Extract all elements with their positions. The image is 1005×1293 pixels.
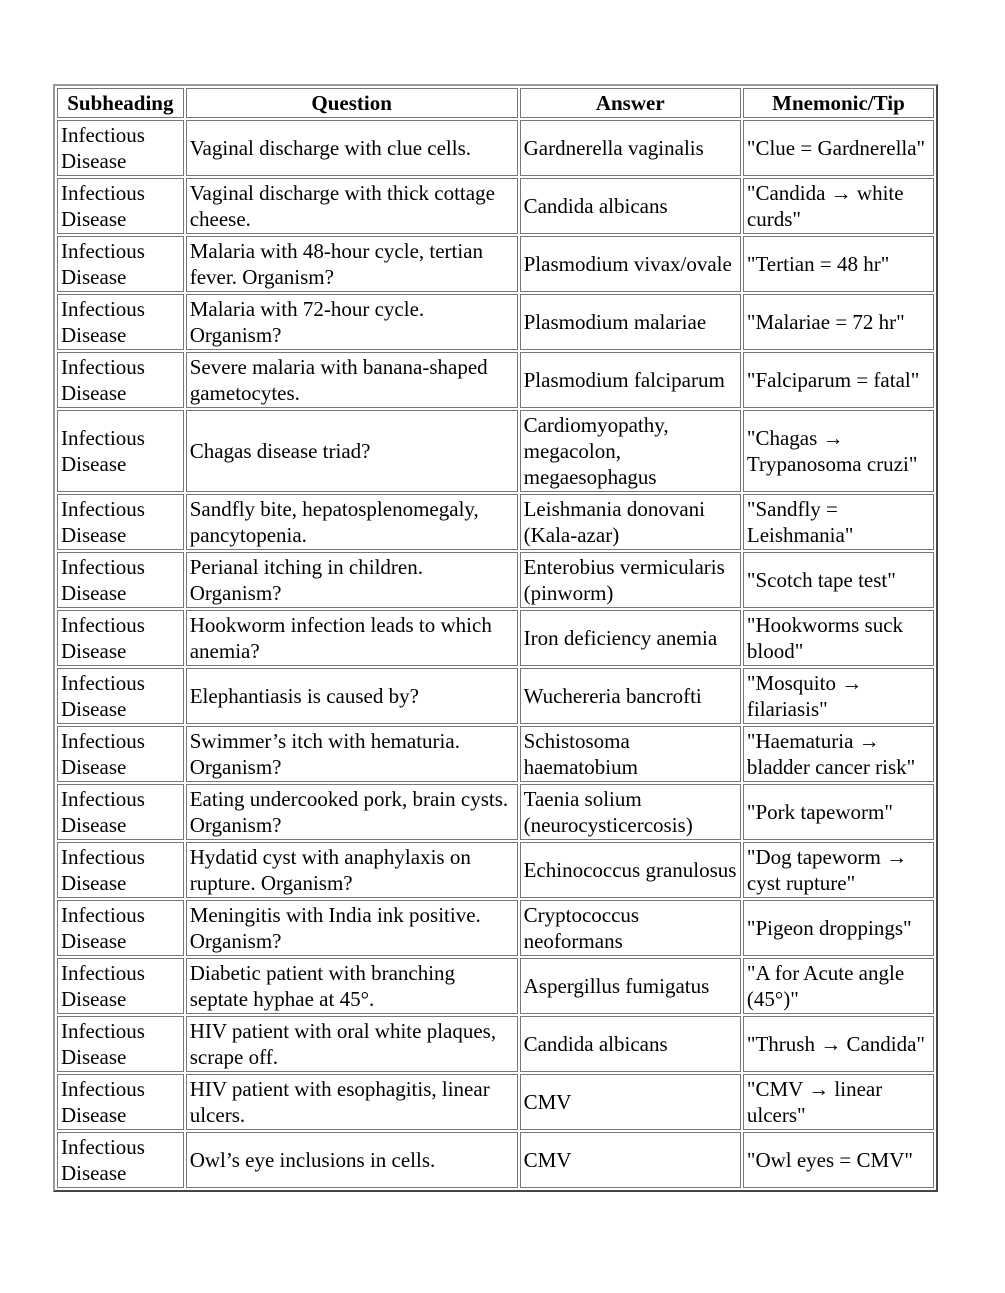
- header-subheading: Subheading: [57, 88, 184, 118]
- header-answer: Answer: [520, 88, 741, 118]
- subheading-cell: Infectious Disease: [57, 726, 184, 782]
- question-cell: Owl’s eye inclusions in cells.: [186, 1132, 518, 1188]
- mnemonic-cell: "Sandfly = Leishmania": [743, 494, 934, 550]
- question-cell: Sandfly bite, hepatosplenomegaly, pancytopenia.: [186, 494, 518, 550]
- question-cell: Perianal itching in children. Organism?: [186, 552, 518, 608]
- table-row: [57, 1132, 934, 1188]
- subheading-cell: Infectious Disease: [57, 1132, 184, 1188]
- mnemonic-cell: "Mosquito → filariasis": [743, 668, 934, 724]
- table-row: [57, 178, 934, 234]
- subheading-cell: Infectious Disease: [57, 552, 184, 608]
- header-question: Question: [186, 88, 518, 118]
- subheading-cell: Infectious Disease: [57, 178, 184, 234]
- question-cell: HIV patient with esophagitis, linear ulcers.: [186, 1074, 518, 1130]
- answer-cell: Leishmania donovani (Kala-azar): [520, 494, 741, 550]
- mnemonic-cell: "Owl eyes = CMV": [743, 1132, 934, 1188]
- mnemonic-cell: "Malariae = 72 hr": [743, 294, 934, 350]
- subheading-cell: Infectious Disease: [57, 1074, 184, 1130]
- question-cell: Malaria with 72-hour cycle. Organism?: [186, 294, 518, 350]
- table-row: [57, 610, 934, 666]
- subheading-cell: Infectious Disease: [57, 1016, 184, 1072]
- mnemonic-cell: "CMV → linear ulcers": [743, 1074, 934, 1130]
- table-row: [57, 726, 934, 782]
- table-row: [57, 294, 934, 350]
- answer-cell: Plasmodium vivax/ovale: [520, 236, 741, 292]
- table-row: [57, 120, 934, 176]
- table-row: [57, 552, 934, 608]
- mnemonic-cell: "A for Acute angle (45°)": [743, 958, 934, 1014]
- question-cell: Vaginal discharge with thick cottage cheese.: [186, 178, 518, 234]
- answer-cell: Plasmodium malariae: [520, 294, 741, 350]
- question-cell: Diabetic patient with branching septate hyphae at 45°.: [186, 958, 518, 1014]
- subheading-cell: Infectious Disease: [57, 842, 184, 898]
- table-row: [57, 668, 934, 724]
- subheading-cell: Infectious Disease: [57, 120, 184, 176]
- table-row: [57, 1074, 934, 1130]
- question-cell: Vaginal discharge with clue cells.: [186, 120, 518, 176]
- question-cell: Eating undercooked pork, brain cysts. Organism?: [186, 784, 518, 840]
- mnemonic-cell: "Scotch tape test": [743, 552, 934, 608]
- subheading-cell: Infectious Disease: [57, 610, 184, 666]
- mnemonic-cell: "Thrush → Candida": [743, 1016, 934, 1072]
- answer-cell: CMV: [520, 1074, 741, 1130]
- answer-cell: Iron deficiency anemia: [520, 610, 741, 666]
- table-row: [57, 784, 934, 840]
- table-row: [57, 1016, 934, 1072]
- table-row: [57, 352, 934, 408]
- question-cell: Swimmer’s itch with hematuria. Organism?: [186, 726, 518, 782]
- subheading-cell: Infectious Disease: [57, 784, 184, 840]
- mnemonic-cell: "Tertian = 48 hr": [743, 236, 934, 292]
- answer-cell: Schistosoma haematobium: [520, 726, 741, 782]
- answer-cell: Gardnerella vaginalis: [520, 120, 741, 176]
- mnemonic-cell: "Dog tapeworm → cyst rupture": [743, 842, 934, 898]
- table-row: [57, 900, 934, 956]
- table-row: [57, 236, 934, 292]
- subheading-cell: Infectious Disease: [57, 900, 184, 956]
- header-row: [57, 88, 934, 118]
- mnemonic-cell: "Pigeon droppings": [743, 900, 934, 956]
- answer-cell: Echinococcus granulosus: [520, 842, 741, 898]
- question-cell: Chagas disease triad?: [186, 410, 518, 492]
- answer-cell: Plasmodium falciparum: [520, 352, 741, 408]
- answer-cell: Cryptococcus neoformans: [520, 900, 741, 956]
- mnemonic-cell: "Pork tapeworm": [743, 784, 934, 840]
- question-cell: Malaria with 48-hour cycle, tertian fever. Organism?: [186, 236, 518, 292]
- answer-cell: Candida albicans: [520, 1016, 741, 1072]
- subheading-cell: Infectious Disease: [57, 668, 184, 724]
- answer-cell: Wuchereria bancrofti: [520, 668, 741, 724]
- question-cell: Hookworm infection leads to which anemia?: [186, 610, 518, 666]
- subheading-cell: Infectious Disease: [57, 410, 184, 492]
- mnemonic-cell: "Haematuria → bladder cancer risk": [743, 726, 934, 782]
- mnemonic-cell: "Clue = Gardnerella": [743, 120, 934, 176]
- subheading-cell: Infectious Disease: [57, 494, 184, 550]
- answer-cell: Taenia solium (neurocysticercosis): [520, 784, 741, 840]
- subheading-cell: Infectious Disease: [57, 294, 184, 350]
- subheading-cell: Infectious Disease: [57, 958, 184, 1014]
- flashcard-table: [53, 84, 938, 1192]
- answer-cell: Aspergillus fumigatus: [520, 958, 741, 1014]
- table-row: [57, 410, 934, 492]
- subheading-cell: Infectious Disease: [57, 352, 184, 408]
- answer-cell: Enterobius vermicularis (pinworm): [520, 552, 741, 608]
- question-cell: Meningitis with India ink positive. Organism?: [186, 900, 518, 956]
- question-cell: Elephantiasis is caused by?: [186, 668, 518, 724]
- question-cell: Severe malaria with banana-shaped gametocytes.: [186, 352, 518, 408]
- question-cell: HIV patient with oral white plaques, scrape off.: [186, 1016, 518, 1072]
- question-cell: Hydatid cyst with anaphylaxis on rupture. Organism?: [186, 842, 518, 898]
- subheading-cell: Infectious Disease: [57, 236, 184, 292]
- header-mnemonic: Mnemonic/Tip: [743, 88, 934, 118]
- mnemonic-cell: "Hookworms suck blood": [743, 610, 934, 666]
- table-row: [57, 494, 934, 550]
- answer-cell: Candida albicans: [520, 178, 741, 234]
- mnemonic-cell: "Falciparum = fatal": [743, 352, 934, 408]
- answer-cell: Cardiomyopathy, megacolon, megaesophagus: [520, 410, 741, 492]
- answer-cell: CMV: [520, 1132, 741, 1188]
- table-row: [57, 958, 934, 1014]
- table-row: [57, 842, 934, 898]
- mnemonic-cell: "Candida → white curds": [743, 178, 934, 234]
- mnemonic-cell: "Chagas → Trypanosoma cruzi": [743, 410, 934, 492]
